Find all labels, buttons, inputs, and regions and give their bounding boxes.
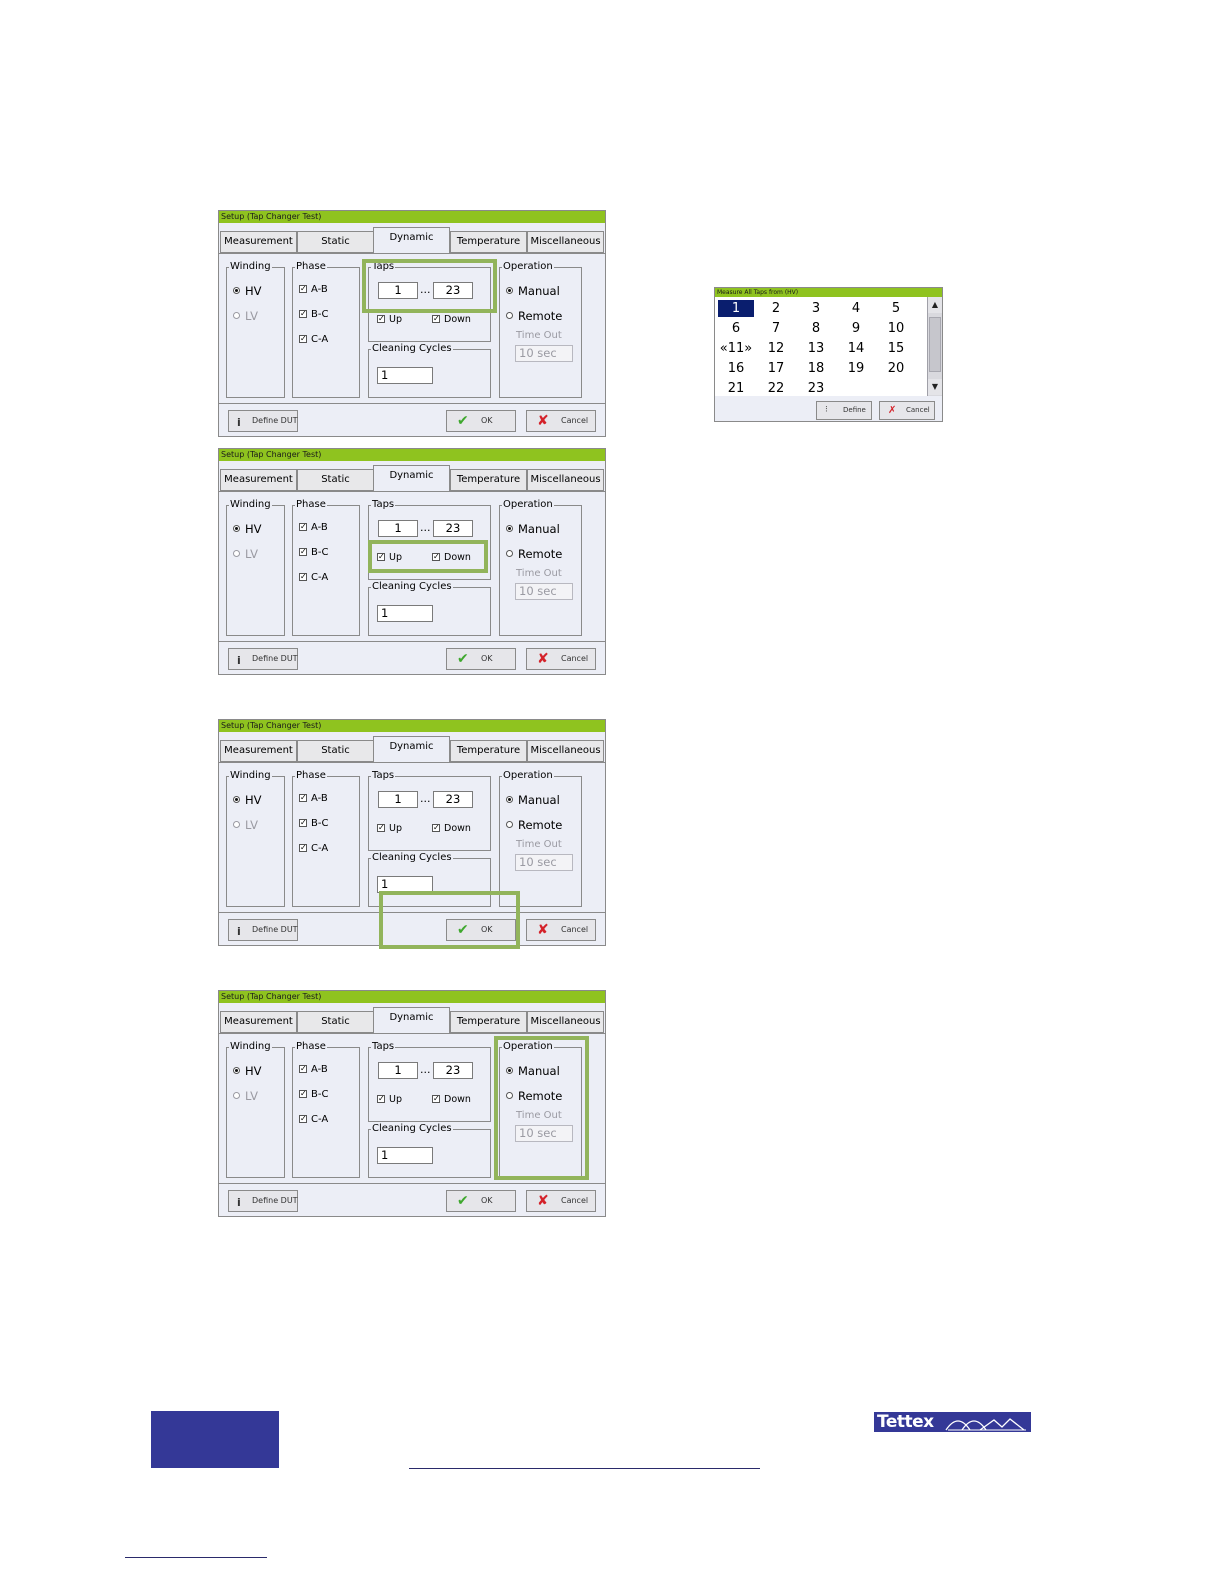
operation-group bbox=[499, 770, 582, 907]
manual-label: Manual bbox=[518, 793, 560, 807]
phase-label: C-A bbox=[311, 843, 329, 854]
popup-cancel-button[interactable] bbox=[879, 401, 935, 420]
tettex-logo bbox=[874, 1412, 1031, 1432]
define-dut-label: Define DUT bbox=[252, 1196, 298, 1205]
tap-to-input[interactable]: 23 bbox=[433, 791, 473, 808]
timeout-input[interactable]: 10 sec bbox=[515, 1125, 573, 1142]
cleaning-cycles-group bbox=[368, 1123, 491, 1178]
scroll-down-icon[interactable]: ▼ bbox=[928, 379, 942, 395]
cleaning-cycles-input[interactable]: 1 bbox=[377, 605, 433, 622]
checkmark-icon: ✔ bbox=[457, 413, 469, 429]
tap-cell[interactable]: 10 bbox=[887, 321, 905, 336]
phase-label: B-C bbox=[311, 1089, 329, 1100]
dialog-button-bar bbox=[219, 403, 605, 437]
ok-label: OK bbox=[481, 416, 493, 425]
tab-dynamic[interactable]: Dynamic bbox=[373, 465, 450, 492]
tab-static[interactable]: Static bbox=[297, 740, 374, 762]
checkbox-icon[interactable]: ✓ bbox=[378, 314, 385, 323]
checkbox-icon[interactable]: ✓ bbox=[433, 314, 440, 323]
cancel-label: Cancel bbox=[561, 654, 589, 663]
phase-group bbox=[292, 261, 360, 398]
operation-label: Operation bbox=[503, 770, 553, 781]
remote-label: Remote bbox=[518, 309, 563, 323]
up-label: Up bbox=[389, 552, 402, 563]
tap-range-separator: ... bbox=[420, 1063, 431, 1076]
taps-label: Taps bbox=[372, 770, 395, 781]
winding-group bbox=[226, 499, 285, 636]
dialog-button-bar bbox=[219, 1183, 605, 1217]
tap-up-checkbox[interactable] bbox=[377, 1093, 402, 1107]
operation-group bbox=[499, 261, 582, 398]
tab-static[interactable]: Static bbox=[297, 231, 374, 253]
phase-group bbox=[292, 1041, 360, 1178]
radio-off-icon[interactable] bbox=[506, 312, 513, 319]
checkbox-icon[interactable]: ✓ bbox=[300, 793, 307, 802]
tap-cell[interactable]: 12 bbox=[767, 341, 785, 356]
checkbox-icon[interactable]: ✓ bbox=[433, 552, 440, 561]
radio-off-icon[interactable] bbox=[506, 550, 513, 557]
cancel-button[interactable] bbox=[526, 648, 596, 670]
winding-hv-radio[interactable] bbox=[233, 284, 262, 298]
footer-rule bbox=[409, 1468, 760, 1469]
phase-label: B-C bbox=[311, 309, 329, 320]
phase-label: A-B bbox=[311, 284, 328, 295]
cleaning-cycles-label: Cleaning Cycles bbox=[372, 343, 452, 354]
logo-waves-icon bbox=[944, 1414, 1028, 1431]
tap-range-separator: ... bbox=[420, 283, 431, 296]
tap-cell[interactable]: 23 bbox=[807, 381, 825, 396]
phase-label: C-A bbox=[311, 334, 329, 345]
operation-manual-radio[interactable] bbox=[506, 1064, 560, 1078]
phase-label: C-A bbox=[311, 1114, 329, 1125]
phase-option[interactable] bbox=[299, 1088, 328, 1102]
timeout-input[interactable]: 10 sec bbox=[515, 583, 573, 600]
tap-cell[interactable]: 14 bbox=[847, 341, 865, 356]
winding-hv-radio[interactable] bbox=[233, 793, 262, 807]
phase-group bbox=[292, 499, 360, 636]
dialog-button-bar bbox=[219, 641, 605, 675]
tab-static[interactable]: Static bbox=[297, 469, 374, 491]
tap-cell[interactable]: 22 bbox=[767, 381, 785, 396]
measure-taps-popup bbox=[714, 287, 943, 422]
dialog-title: Setup (Tap Changer Test) bbox=[219, 720, 605, 732]
tap-from-input[interactable]: 1 bbox=[378, 791, 418, 808]
operation-manual-radio[interactable] bbox=[506, 793, 560, 807]
operation-manual-radio[interactable] bbox=[506, 522, 560, 536]
tap-from-input[interactable]: 1 bbox=[378, 1062, 418, 1079]
tap-range-separator: ... bbox=[420, 521, 431, 534]
cancel-icon: ✗ bbox=[888, 405, 897, 416]
tap-to-input[interactable]: 23 bbox=[433, 1062, 473, 1079]
phase-label: B-C bbox=[311, 818, 329, 829]
dialog-title: Setup (Tap Changer Test) bbox=[219, 449, 605, 461]
remote-label: Remote bbox=[518, 818, 563, 832]
winding-label: Winding bbox=[230, 770, 271, 781]
remote-label: Remote bbox=[518, 1089, 563, 1103]
tap-down-checkbox[interactable] bbox=[432, 313, 471, 327]
phase-label: A-B bbox=[311, 793, 328, 804]
phase-label: B-C bbox=[311, 547, 329, 558]
radio-off-icon[interactable] bbox=[506, 1092, 513, 1099]
up-label: Up bbox=[389, 314, 402, 325]
checkbox-icon[interactable]: ✓ bbox=[300, 818, 307, 827]
tap-down-checkbox[interactable] bbox=[432, 1093, 471, 1107]
phase-label: C-A bbox=[311, 572, 329, 583]
radio-off-icon[interactable] bbox=[233, 550, 240, 557]
checkbox-icon[interactable]: ✓ bbox=[378, 552, 385, 561]
manual-label: Manual bbox=[518, 1064, 560, 1078]
define-icon: ⁝ bbox=[825, 405, 828, 415]
tab-miscellaneous[interactable]: Miscellaneous bbox=[527, 231, 604, 253]
dialog-button-bar bbox=[219, 912, 605, 946]
winding-group bbox=[226, 261, 285, 398]
tab-panel bbox=[219, 1033, 605, 1184]
tap-grid bbox=[715, 297, 927, 396]
operation-remote-radio[interactable] bbox=[506, 309, 562, 323]
tap-cell[interactable]: «11» bbox=[719, 341, 753, 356]
checkbox-icon[interactable]: ✓ bbox=[300, 1114, 307, 1123]
remote-label: Remote bbox=[518, 547, 563, 561]
info-icon: i bbox=[237, 925, 241, 938]
cancel-label: Cancel bbox=[561, 925, 589, 934]
tap-down-checkbox[interactable] bbox=[432, 822, 471, 836]
tab-miscellaneous[interactable]: Miscellaneous bbox=[527, 1011, 604, 1033]
ok-button[interactable] bbox=[446, 648, 516, 670]
cancel-button[interactable] bbox=[526, 1190, 596, 1212]
winding-lv-radio[interactable] bbox=[233, 818, 258, 832]
lv-label: LV bbox=[245, 1089, 259, 1103]
scroll-thumb[interactable] bbox=[929, 317, 941, 372]
popup-cancel-label: Cancel bbox=[906, 406, 930, 414]
phase-label: A-B bbox=[311, 1064, 328, 1075]
radio-on-icon[interactable] bbox=[233, 1067, 240, 1074]
define-dut-label: Define DUT bbox=[252, 654, 298, 663]
operation-remote-radio[interactable] bbox=[506, 1089, 562, 1103]
phase-option[interactable] bbox=[299, 1063, 328, 1077]
setup-dialog bbox=[218, 210, 606, 437]
radio-off-icon[interactable] bbox=[233, 312, 240, 319]
tab-measurement[interactable]: Measurement bbox=[220, 231, 297, 253]
phase-option[interactable] bbox=[299, 521, 328, 535]
define-dut-label: Define DUT bbox=[252, 416, 298, 425]
cancel-icon: ✘ bbox=[537, 922, 549, 938]
checkbox-icon[interactable]: ✓ bbox=[300, 334, 307, 343]
radio-on-icon[interactable] bbox=[233, 287, 240, 294]
manual-label: Manual bbox=[518, 522, 560, 536]
cleaning-cycles-group bbox=[368, 343, 491, 398]
tap-cell[interactable]: 7 bbox=[771, 321, 781, 336]
checkbox-icon[interactable]: ✓ bbox=[300, 572, 307, 581]
tab-static[interactable]: Static bbox=[297, 1011, 374, 1033]
timeout-label: Time Out bbox=[516, 330, 562, 341]
tap-cell[interactable]: 5 bbox=[891, 301, 901, 316]
winding-hv-radio[interactable] bbox=[233, 1064, 262, 1078]
footer-rule-bottom bbox=[125, 1557, 267, 1558]
tap-range-separator: ... bbox=[420, 792, 431, 805]
tap-cell[interactable]: 21 bbox=[727, 381, 745, 396]
checkmark-icon: ✔ bbox=[457, 651, 469, 667]
checkbox-icon[interactable]: ✓ bbox=[433, 1094, 440, 1103]
hv-label: HV bbox=[245, 284, 262, 298]
down-label: Down bbox=[444, 552, 471, 563]
phase-group bbox=[292, 770, 360, 907]
tap-cell[interactable]: 20 bbox=[887, 361, 905, 376]
checkbox-icon[interactable]: ✓ bbox=[378, 823, 385, 832]
taps-group bbox=[368, 261, 491, 342]
ok-label: OK bbox=[481, 654, 493, 663]
define-dut-label: Define DUT bbox=[252, 925, 298, 934]
timeout-input[interactable]: 10 sec bbox=[515, 854, 573, 871]
checkbox-icon[interactable]: ✓ bbox=[300, 309, 307, 318]
winding-group bbox=[226, 770, 285, 907]
lv-label: LV bbox=[245, 547, 259, 561]
checkbox-icon[interactable]: ✓ bbox=[300, 843, 307, 852]
logo-text: Tettex bbox=[877, 1412, 934, 1432]
scroll-up-icon[interactable]: ▲ bbox=[928, 297, 942, 313]
tap-cell[interactable]: 15 bbox=[887, 341, 905, 356]
operation-group bbox=[499, 1041, 582, 1178]
checkmark-icon: ✔ bbox=[457, 922, 469, 938]
tab-measurement[interactable]: Measurement bbox=[220, 740, 297, 762]
tap-to-input[interactable]: 23 bbox=[433, 520, 473, 537]
checkmark-icon: ✔ bbox=[457, 1193, 469, 1209]
tap-cell[interactable]: 13 bbox=[807, 341, 825, 356]
operation-label: Operation bbox=[503, 261, 553, 272]
cleaning-cycles-label: Cleaning Cycles bbox=[372, 852, 452, 863]
tap-cell[interactable]: 3 bbox=[811, 301, 821, 316]
winding-label: Winding bbox=[230, 261, 271, 272]
lv-label: LV bbox=[245, 309, 259, 323]
phase-option[interactable] bbox=[299, 1113, 328, 1127]
radio-on-icon[interactable] bbox=[506, 796, 513, 803]
tap-cell[interactable]: 19 bbox=[847, 361, 865, 376]
hv-label: HV bbox=[245, 793, 262, 807]
radio-off-icon[interactable] bbox=[233, 1092, 240, 1099]
tap-cell[interactable]: 9 bbox=[851, 321, 861, 336]
operation-label: Operation bbox=[503, 499, 553, 510]
tap-cell[interactable]: 17 bbox=[767, 361, 785, 376]
winding-label: Winding bbox=[230, 499, 271, 510]
tab-measurement[interactable]: Measurement bbox=[220, 469, 297, 491]
tab-dynamic[interactable]: Dynamic bbox=[373, 227, 450, 254]
taps-label: Taps bbox=[372, 499, 395, 510]
phase-option[interactable] bbox=[299, 792, 328, 806]
radio-on-icon[interactable] bbox=[233, 525, 240, 532]
setup-dialog bbox=[218, 990, 606, 1217]
phase-option[interactable] bbox=[299, 283, 328, 297]
tab-temperature[interactable]: Temperature bbox=[450, 469, 527, 491]
winding-group bbox=[226, 1041, 285, 1178]
phase-group-label: Phase bbox=[296, 1041, 326, 1052]
cancel-label: Cancel bbox=[561, 416, 589, 425]
tab-panel bbox=[219, 762, 605, 913]
setup-dialog bbox=[218, 719, 606, 946]
tap-up-checkbox[interactable] bbox=[377, 551, 402, 565]
phase-option[interactable] bbox=[299, 308, 328, 322]
timeout-input[interactable]: 10 sec bbox=[515, 345, 573, 362]
radio-off-icon[interactable] bbox=[506, 821, 513, 828]
cancel-icon: ✘ bbox=[537, 413, 549, 429]
taps-group bbox=[368, 499, 491, 580]
operation-remote-radio[interactable] bbox=[506, 547, 562, 561]
taps-group bbox=[368, 770, 491, 851]
taps-label: Taps bbox=[372, 1041, 395, 1052]
checkbox-icon[interactable]: ✓ bbox=[300, 522, 307, 531]
radio-on-icon[interactable] bbox=[506, 525, 513, 532]
tap-from-input[interactable]: 1 bbox=[378, 282, 418, 299]
page-number-box bbox=[151, 1411, 279, 1468]
info-icon: i bbox=[237, 654, 241, 667]
dialog-title: Setup (Tap Changer Test) bbox=[219, 991, 605, 1003]
tap-cell[interactable]: 1 bbox=[718, 300, 754, 317]
phase-option[interactable] bbox=[299, 571, 328, 585]
cleaning-cycles-label: Cleaning Cycles bbox=[372, 581, 452, 592]
phase-group-label: Phase bbox=[296, 499, 326, 510]
tap-down-checkbox[interactable] bbox=[432, 551, 471, 565]
down-label: Down bbox=[444, 823, 471, 834]
tab-temperature[interactable]: Temperature bbox=[450, 740, 527, 762]
cleaning-cycles-input[interactable]: 1 bbox=[377, 1147, 433, 1164]
ok-button[interactable] bbox=[446, 410, 516, 432]
tap-cell[interactable]: 18 bbox=[807, 361, 825, 376]
cancel-label: Cancel bbox=[561, 1196, 589, 1205]
tap-cell[interactable]: 6 bbox=[731, 321, 741, 336]
tab-miscellaneous[interactable]: Miscellaneous bbox=[527, 740, 604, 762]
ok-button[interactable] bbox=[446, 1190, 516, 1212]
tab-temperature[interactable]: Temperature bbox=[450, 231, 527, 253]
radio-on-icon[interactable] bbox=[506, 287, 513, 294]
checkbox-icon[interactable]: ✓ bbox=[433, 823, 440, 832]
lv-label: LV bbox=[245, 818, 259, 832]
dialog-title: Setup (Tap Changer Test) bbox=[219, 211, 605, 223]
checkbox-icon[interactable]: ✓ bbox=[300, 547, 307, 556]
ok-button[interactable] bbox=[446, 919, 516, 941]
timeout-label: Time Out bbox=[516, 839, 562, 850]
taps-label: Taps bbox=[372, 261, 395, 272]
operation-manual-radio[interactable] bbox=[506, 284, 560, 298]
phase-option[interactable] bbox=[299, 842, 328, 856]
cancel-icon: ✘ bbox=[537, 1193, 549, 1209]
info-icon: i bbox=[237, 1196, 241, 1209]
phase-group-label: Phase bbox=[296, 261, 326, 272]
operation-remote-radio[interactable] bbox=[506, 818, 562, 832]
checkbox-icon[interactable]: ✓ bbox=[300, 1064, 307, 1073]
tab-measurement[interactable]: Measurement bbox=[220, 1011, 297, 1033]
phase-label: A-B bbox=[311, 522, 328, 533]
cancel-icon: ✘ bbox=[537, 651, 549, 667]
popup-define-button[interactable] bbox=[816, 401, 872, 420]
timeout-label: Time Out bbox=[516, 1110, 562, 1121]
down-label: Down bbox=[444, 1094, 471, 1105]
cancel-button[interactable] bbox=[526, 919, 596, 941]
phase-option[interactable] bbox=[299, 333, 328, 347]
winding-lv-radio[interactable] bbox=[233, 1089, 258, 1103]
tap-from-input[interactable]: 1 bbox=[378, 520, 418, 537]
tap-cell[interactable]: 2 bbox=[771, 301, 781, 316]
up-label: Up bbox=[389, 1094, 402, 1105]
cleaning-cycles-label: Cleaning Cycles bbox=[372, 1123, 452, 1134]
popup-define-label: Define bbox=[843, 406, 866, 414]
tab-panel bbox=[219, 491, 605, 642]
tab-dynamic[interactable]: Dynamic bbox=[373, 1007, 450, 1034]
tab-miscellaneous[interactable]: Miscellaneous bbox=[527, 469, 604, 491]
checkbox-icon[interactable]: ✓ bbox=[378, 1094, 385, 1103]
operation-label: Operation bbox=[503, 1041, 553, 1052]
winding-lv-radio[interactable] bbox=[233, 547, 258, 561]
cleaning-cycles-group bbox=[368, 852, 491, 907]
tap-cell[interactable]: 8 bbox=[811, 321, 821, 336]
define-dut-button[interactable] bbox=[228, 1190, 298, 1212]
phase-option[interactable] bbox=[299, 546, 328, 560]
info-icon: i bbox=[237, 416, 241, 429]
manual-label: Manual bbox=[518, 284, 560, 298]
checkbox-icon[interactable]: ✓ bbox=[300, 284, 307, 293]
cleaning-cycles-input[interactable]: 1 bbox=[377, 367, 433, 384]
popup-title: Measure All Taps from (HV) bbox=[715, 288, 942, 297]
tab-dynamic[interactable]: Dynamic bbox=[373, 736, 450, 763]
phase-group-label: Phase bbox=[296, 770, 326, 781]
cancel-button[interactable] bbox=[526, 410, 596, 432]
define-dut-button[interactable] bbox=[228, 648, 298, 670]
hv-label: HV bbox=[245, 1064, 262, 1078]
define-dut-button[interactable] bbox=[228, 410, 298, 432]
tap-up-checkbox[interactable] bbox=[377, 822, 402, 836]
tab-panel bbox=[219, 253, 605, 404]
radio-on-icon[interactable] bbox=[233, 796, 240, 803]
define-dut-button[interactable] bbox=[228, 919, 298, 941]
ok-label: OK bbox=[481, 1196, 493, 1205]
cleaning-cycles-input[interactable]: 1 bbox=[377, 876, 433, 893]
ok-label: OK bbox=[481, 925, 493, 934]
taps-group bbox=[368, 1041, 491, 1122]
down-label: Down bbox=[444, 314, 471, 325]
tap-to-input[interactable]: 23 bbox=[433, 282, 473, 299]
winding-hv-radio[interactable] bbox=[233, 522, 262, 536]
winding-lv-radio[interactable] bbox=[233, 309, 258, 323]
tap-up-checkbox[interactable] bbox=[377, 313, 402, 327]
up-label: Up bbox=[389, 823, 402, 834]
operation-group bbox=[499, 499, 582, 636]
timeout-label: Time Out bbox=[516, 568, 562, 579]
checkbox-icon[interactable]: ✓ bbox=[300, 1089, 307, 1098]
tap-cell[interactable]: 16 bbox=[727, 361, 745, 376]
popup-scrollbar[interactable] bbox=[927, 297, 942, 396]
winding-label: Winding bbox=[230, 1041, 271, 1052]
tab-temperature[interactable]: Temperature bbox=[450, 1011, 527, 1033]
cleaning-cycles-group bbox=[368, 581, 491, 636]
radio-off-icon[interactable] bbox=[233, 821, 240, 828]
radio-on-icon[interactable] bbox=[506, 1067, 513, 1074]
hv-label: HV bbox=[245, 522, 262, 536]
setup-dialog bbox=[218, 448, 606, 675]
phase-option[interactable] bbox=[299, 817, 328, 831]
tap-cell[interactable]: 4 bbox=[851, 301, 861, 316]
